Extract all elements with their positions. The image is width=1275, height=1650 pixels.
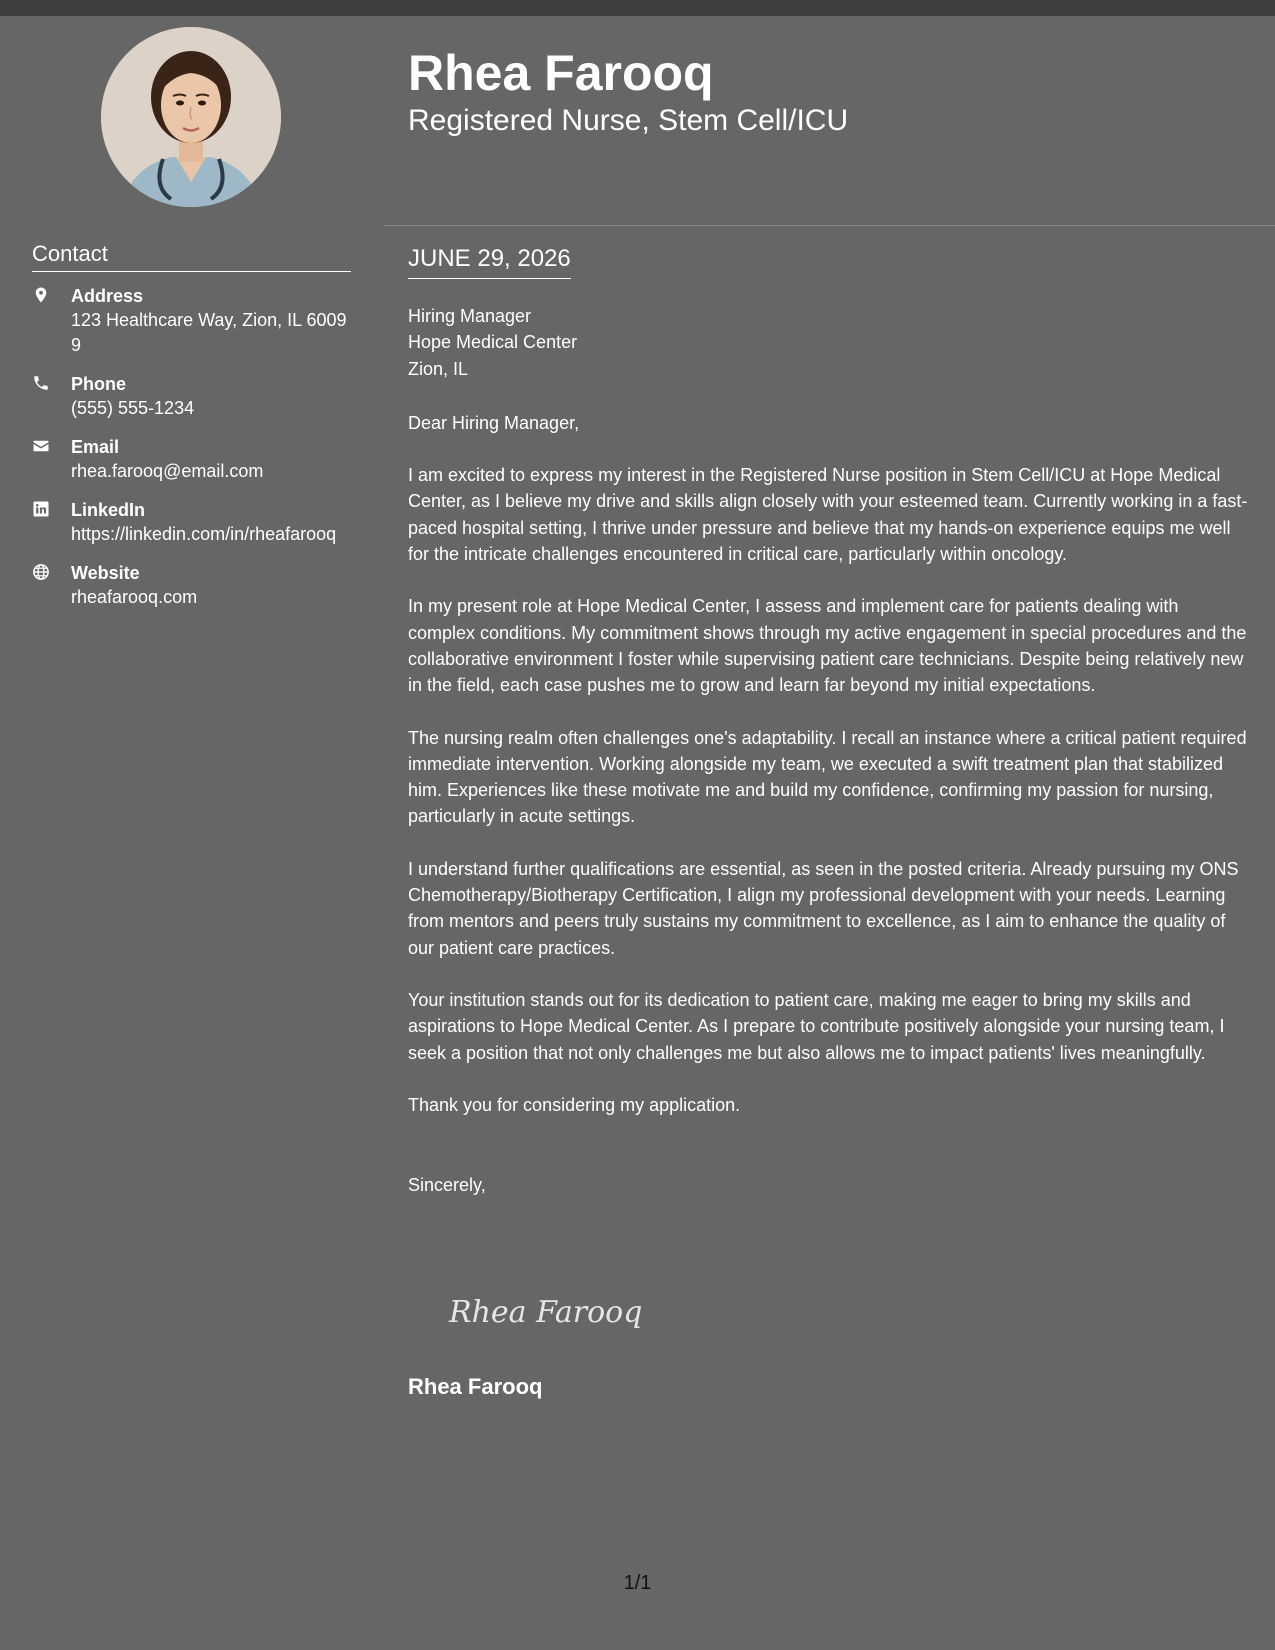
- page-number: 1/1: [623, 1572, 652, 1594]
- contact-label: LinkedIn: [71, 500, 146, 520]
- signature: [445, 1282, 645, 1342]
- email-value[interactable]: rhea.farooq@email.com: [71, 461, 264, 481]
- paragraph: In my present role at Hope Medical Center, I assess and implement care for patients dealing with complex conditions. My commitment shows through my active engagement in special procedures and the collaborative environment I foster while supervising patient care technicians. Despite being relatively new in the field, each case pushes me to grow and learn far beyond my initial expectations.: [408, 596, 1247, 696]
- applicant-role: Registered Nurse, Stem Cell/ICU: [408, 104, 849, 137]
- signature-text: Rhea Farooq: [449, 1295, 643, 1330]
- recipient-line: Zion, IL: [408, 358, 469, 379]
- top-bar: [0, 0, 1275, 16]
- contact-heading: Contact: [32, 241, 351, 272]
- linkedin-icon: [32, 500, 54, 522]
- recipient-line: Hope Medical Center: [408, 332, 578, 353]
- salutation: Dear Hiring Manager,: [408, 412, 580, 433]
- linkedin-value[interactable]: https://linkedin.com/in/rheafarooq: [71, 524, 337, 544]
- envelope-icon: [32, 437, 54, 459]
- phone-value[interactable]: (555) 555-1234: [71, 398, 195, 418]
- contact-item-phone: [32, 372, 352, 421]
- address-value: 123 Healthcare Way, Zion, IL 60099: [71, 310, 347, 355]
- letter-body: [408, 303, 1248, 1198]
- applicant-name: Rhea Farooq: [408, 45, 714, 101]
- closing: Sincerely,: [408, 1175, 486, 1196]
- profile-photo: [101, 27, 281, 207]
- paragraph: The nursing realm often challenges one's adaptability. I recall an instance where a critical patient required immediate intervention. Working alongside my team, we executed a swift treatment plan that stabilized him. Experiences like these motivate me and build my confidence, confirming my passion for nursing, particularly in acute settings.: [408, 727, 1247, 827]
- paragraph: Your institution stands out for its dedication to patient care, making me eager to bring my skills and aspirations to Hope Medical Center. As I prepare to contribute positively alongside your nursing team, I seek a position that not only challenges me but also allows me to impact patients' lives meaningfully.: [408, 989, 1225, 1063]
- contact-item-website: [32, 561, 352, 610]
- avatar: [101, 27, 281, 207]
- paragraph: Thank you for considering my application.: [408, 1094, 741, 1115]
- header-divider: [383, 225, 1275, 226]
- contact-label: Address: [71, 286, 144, 306]
- contact-label: Phone: [71, 374, 127, 394]
- paragraph: I am excited to express my interest in the Registered Nurse position in Stem Cell/ICU at Hope Medical Center, as I believe my drive and skills align closely with your esteemed team. Currently working in a fast-paced hospital setting, I thrive under pressure and believe that my hands-on experience equips me well for the intricate challenges encountered in critical care, particularly within oncology.: [408, 465, 1248, 565]
- contact-list: [32, 284, 352, 624]
- contact-item-address: [32, 284, 352, 358]
- contact-label: Website: [71, 563, 140, 583]
- phone-icon: [32, 374, 54, 396]
- signer-name: Rhea Farooq: [408, 1374, 543, 1399]
- recipient-block: [408, 303, 1248, 382]
- recipient-line: Hiring Manager: [408, 306, 532, 326]
- contact-item-linkedin: [32, 498, 352, 547]
- website-value[interactable]: rheafarooq.com: [71, 587, 198, 607]
- letter-date: JUNE 29, 2026: [408, 244, 571, 279]
- map-pin-icon: [32, 286, 54, 308]
- contact-item-email: [32, 435, 352, 484]
- globe-icon: [32, 563, 54, 585]
- contact-label: Email: [71, 437, 120, 457]
- paragraph: I understand further qualifications are essential, as seen in the posted criteria. Already pursuing my ONS Chemotherapy/Biotherapy Certification, I align my professional development with your needs. Learning from mentors and peers truly sustains my commitment to excellence, as I aim to enhance the quality of our patient care practices.: [408, 858, 1239, 958]
